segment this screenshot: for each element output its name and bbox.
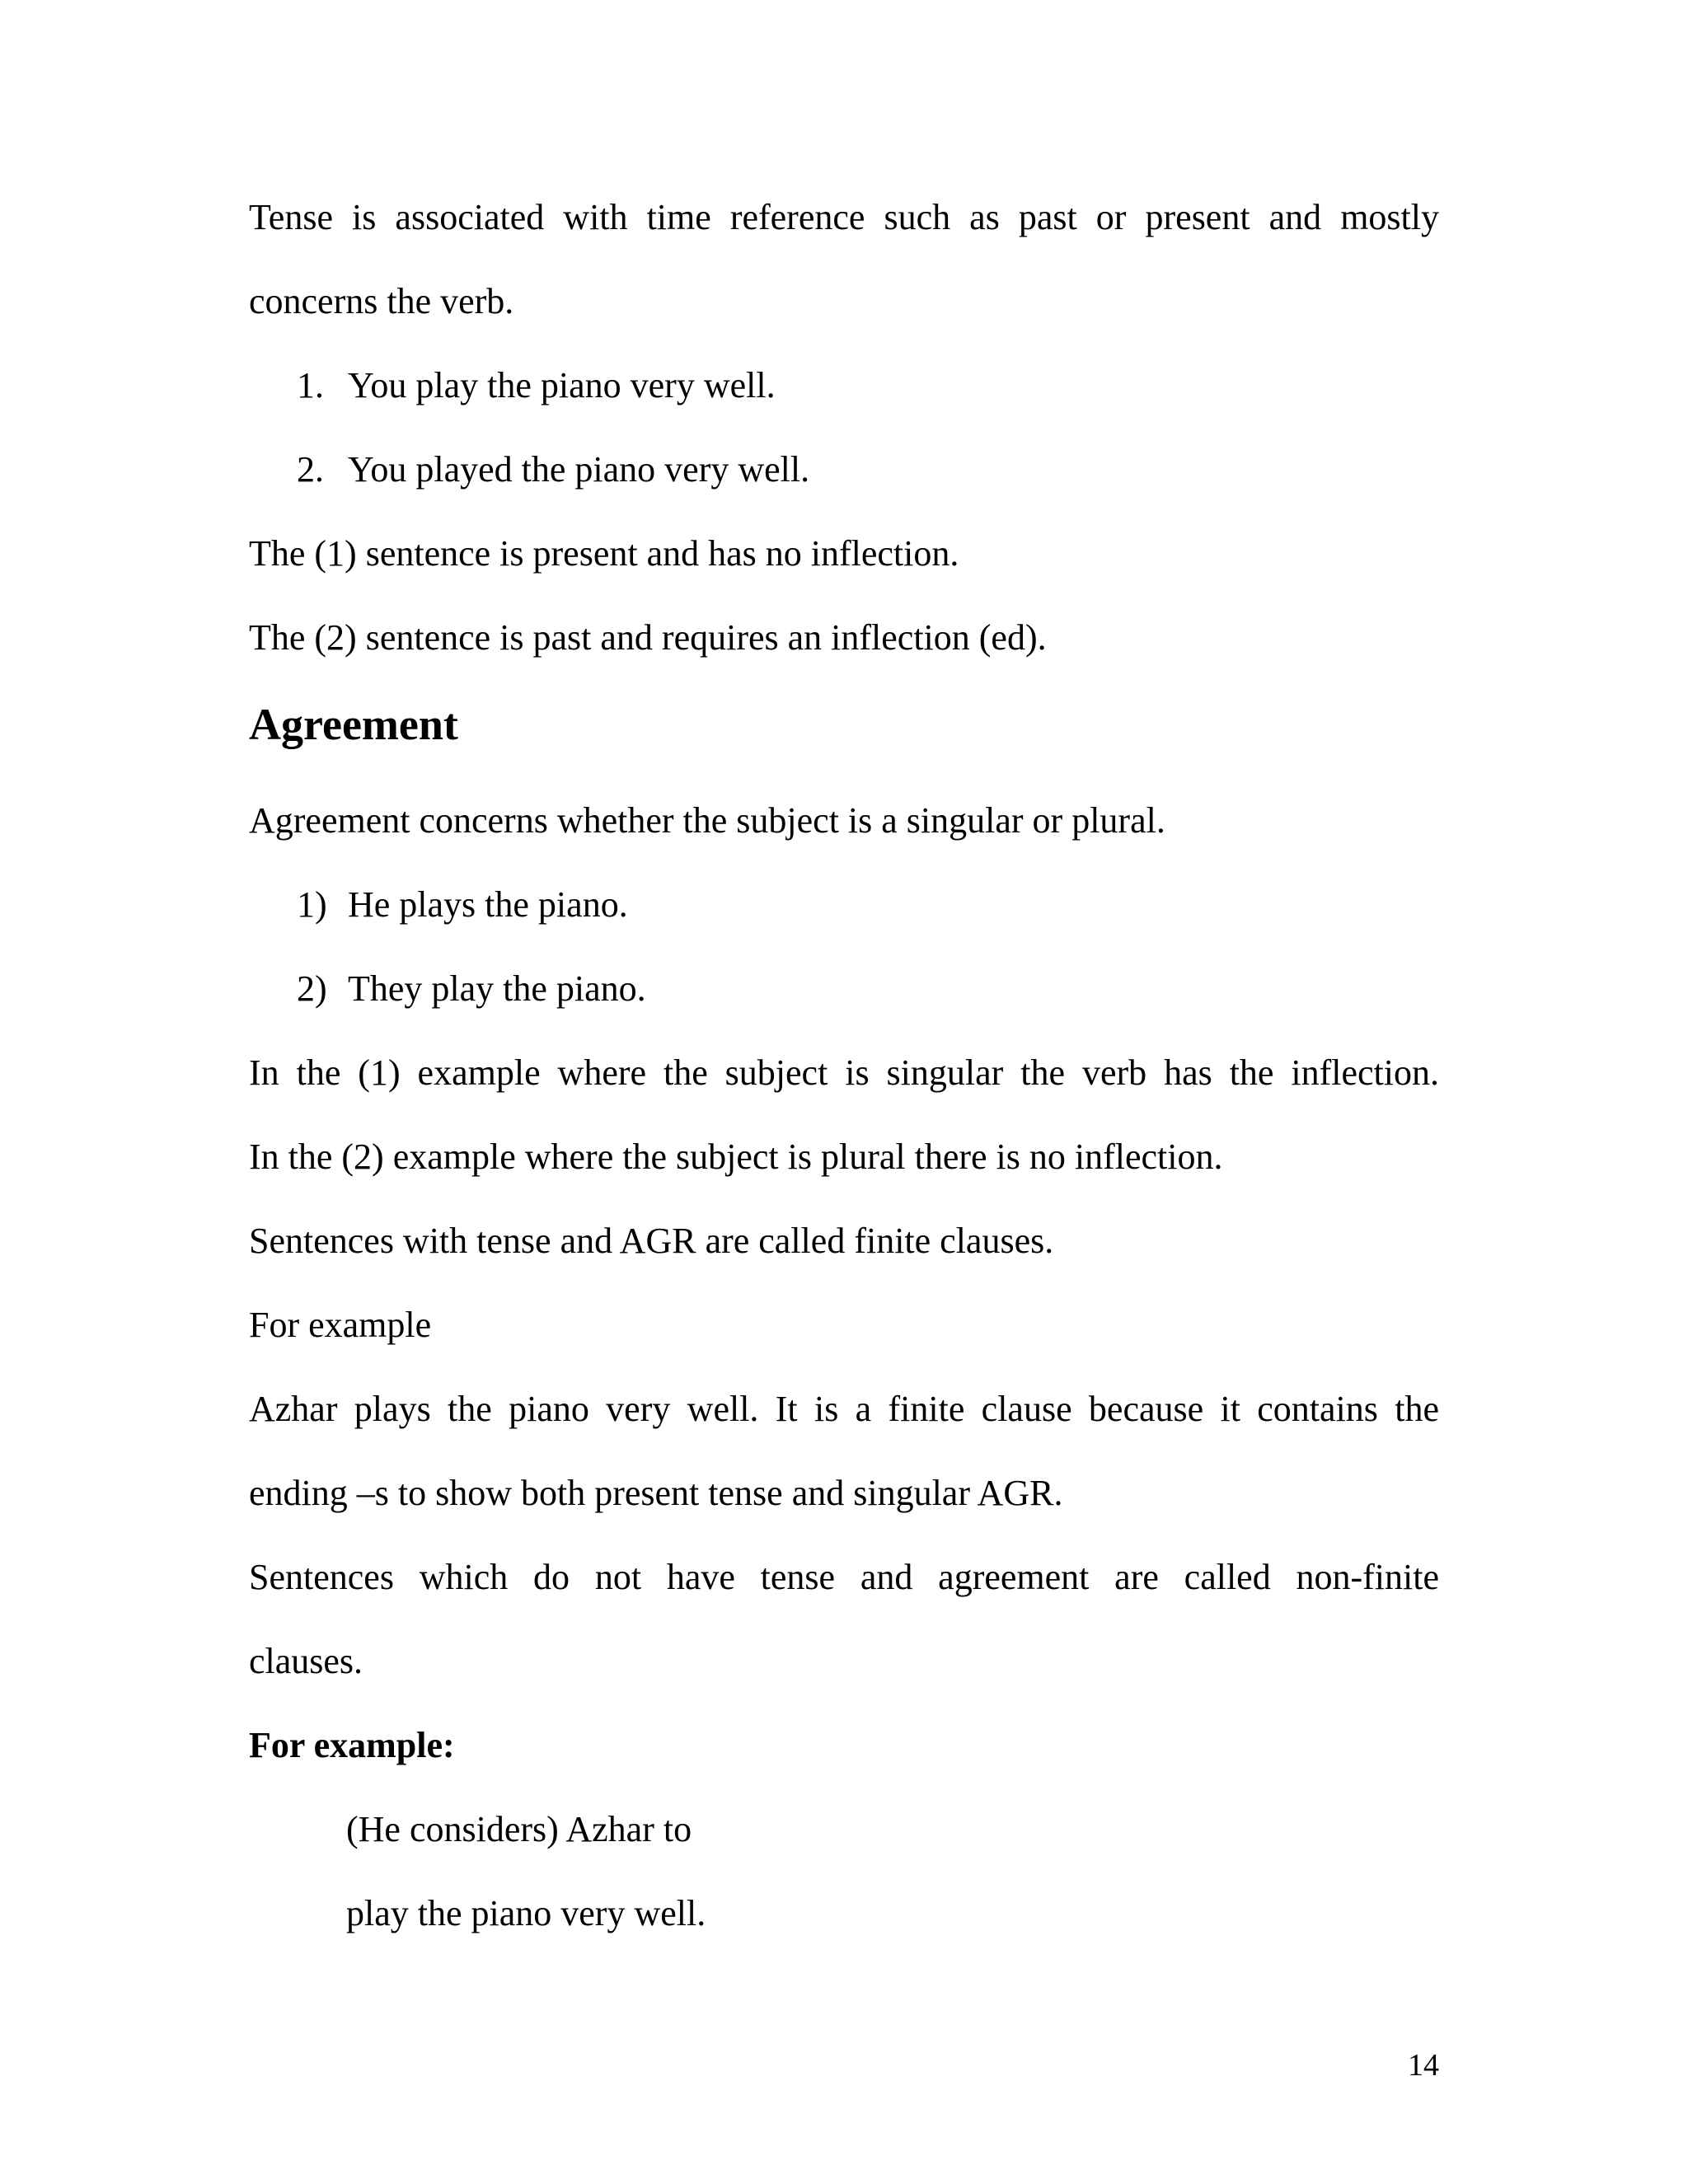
- page-number: 14: [1408, 2048, 1439, 2083]
- finite-example-line-2: ending –s to show both present tense and singular AGR.: [249, 1473, 1063, 1513]
- list-number: 2.: [297, 449, 324, 490]
- tense-example-2: [297, 447, 809, 493]
- agreement-definition: Agreement concerns whether the subject is a singular or plural.: [249, 800, 1165, 841]
- list-text: You play the piano very well.: [348, 365, 776, 405]
- nonfinite-example-line-1: (He considers) Azhar to: [346, 1809, 692, 1849]
- list-number: 1): [297, 884, 327, 925]
- for-example-bold-label: For example:: [249, 1725, 455, 1765]
- finite-example-line-1: Azhar plays the piano very well. It is a finite clause because it contains the: [249, 1389, 1439, 1429]
- tense-note-1: The (1) sentence is present and has no inflection.: [249, 533, 959, 574]
- list-number: 1.: [297, 365, 324, 405]
- nonfinite-definition-line-2: clauses.: [249, 1641, 363, 1681]
- agreement-heading: Agreement: [249, 700, 458, 749]
- nonfinite-definition-line-1: Sentences which do not have tense and agreement are called non-finite: [249, 1557, 1439, 1597]
- list-number: 2): [297, 968, 327, 1009]
- tense-note-2: The (2) sentence is past and requires an inflection (ed).: [249, 617, 1047, 658]
- paragraph-tense-line-1: Tense is associated with time reference such as past or present and mostly: [249, 197, 1439, 237]
- list-text: They play the piano.: [348, 968, 646, 1009]
- agreement-example-2: [297, 966, 646, 1012]
- for-example-label: For example: [249, 1305, 432, 1345]
- nonfinite-example-line-2: play the piano very well.: [346, 1893, 706, 1933]
- list-text: He plays the piano.: [348, 884, 628, 925]
- list-text: You played the piano very well.: [348, 449, 810, 490]
- agreement-note-2: In the (2) example where the subject is plural there is no inflection.: [249, 1137, 1223, 1177]
- paragraph-tense-line-2: concerns the verb.: [249, 281, 514, 321]
- tense-example-1: [297, 363, 776, 409]
- agreement-note-1: In the (1) example where the subject is singular the verb has the inflection.: [249, 1052, 1439, 1093]
- agreement-example-1: [297, 882, 628, 928]
- finite-definition: Sentences with tense and AGR are called finite clauses.: [249, 1221, 1054, 1261]
